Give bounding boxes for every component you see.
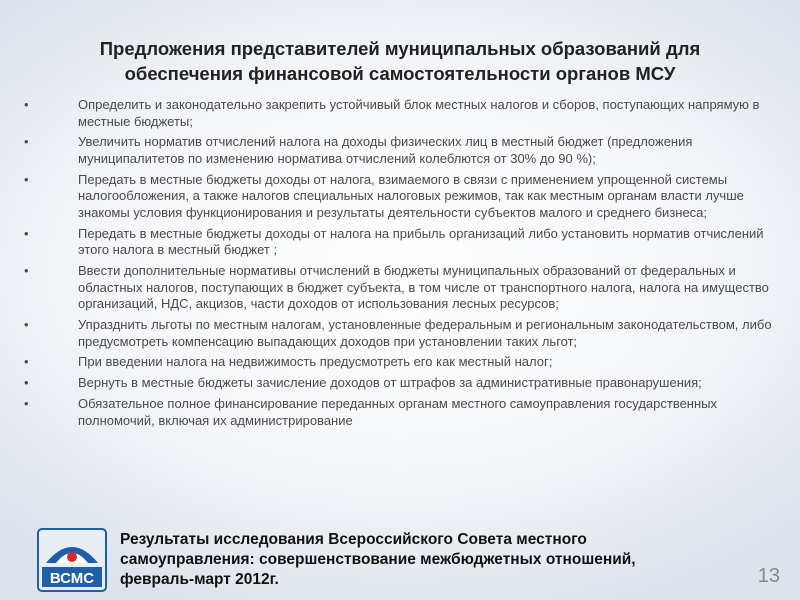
bullet-icon: • xyxy=(24,171,29,187)
footer-source xyxy=(120,530,760,590)
footer-line-3: февраль-март 2012г. xyxy=(120,571,279,588)
bullet-item: • При введении налога на недвижимость предусмотреть его как местный налог; xyxy=(24,354,553,370)
title-line-1: Предложения представителей муниципальных образований для xyxy=(99,38,701,59)
vsms-logo-icon xyxy=(36,527,108,593)
bullet-item: • Ввести дополнительные нормативы отчислений в бюджеты муниципальных образований от федеральных и областных налогов, поступающих в бюджет субъекта, в том числе от транспортного налога, налога на имущество организаций, НДС, акцизов, части доходов от использования лесных ресурсов; xyxy=(24,263,769,312)
bullet-item: • Обязательное полное финансирование переданных органам местного самоуправления государственных полномочий, включая их администрирование xyxy=(24,396,718,428)
bullet-icon: • xyxy=(24,317,29,333)
bullet-list xyxy=(24,97,780,433)
page-number: 13 xyxy=(757,565,780,587)
title-line-2: обеспечения финансовой самостоятельности органов МСУ xyxy=(124,63,676,84)
footer-line-1: Результаты исследования Всероссийского Совета местного xyxy=(120,531,587,548)
bullet-item: • Упразднить льготы по местным налогам, установленные федеральным и региональным законодательством, либо предусмотреть компенсацию выпадающих доходов при установлении таких льгот; xyxy=(24,317,772,349)
bullet-icon: • xyxy=(24,396,29,411)
bullet-icon: • xyxy=(24,134,29,150)
bullet-item: • Увеличить норматив отчислений налога на доходы физических лиц в местный бюджет (предложения муниципалитетов по изменению норматива отчислений колеблются от 30% до 90 %); xyxy=(24,134,693,166)
bullet-icon: • xyxy=(24,97,29,112)
bullet-icon: • xyxy=(24,263,29,279)
logo-text: ВСМС xyxy=(49,570,95,587)
bullet-item: • Передать в местные бюджеты доходы от налога, взимаемого в связи с применением упрощенной системы налогообложения, а также налогов специальных налоговых режимов, так как местным органам власти лучше знакомы условия функционирования и результаты деятельности субъектов малого и среднего бизнеса; xyxy=(24,171,744,220)
footer-line-2: самоуправления: совершенствование межбюджетных отношений, xyxy=(120,551,636,568)
bullet-item: • Определить и законодательно закрепить устойчивый блок местных налогов и сборов, поступающих напрямую в местные бюджеты; xyxy=(24,97,760,129)
bullet-icon: • xyxy=(24,375,29,391)
bullet-icon: • xyxy=(24,225,29,241)
bullet-icon: • xyxy=(24,354,29,370)
slide-title xyxy=(20,36,780,86)
bullet-item: • Передать в местные бюджеты доходы от налога на прибыль организаций либо установить норматив отчислений этого налога в местный бюджет ; xyxy=(24,225,764,258)
bullet-item: • Вернуть в местные бюджеты зачисление доходов от штрафов за административные правонарушения; xyxy=(24,375,702,391)
